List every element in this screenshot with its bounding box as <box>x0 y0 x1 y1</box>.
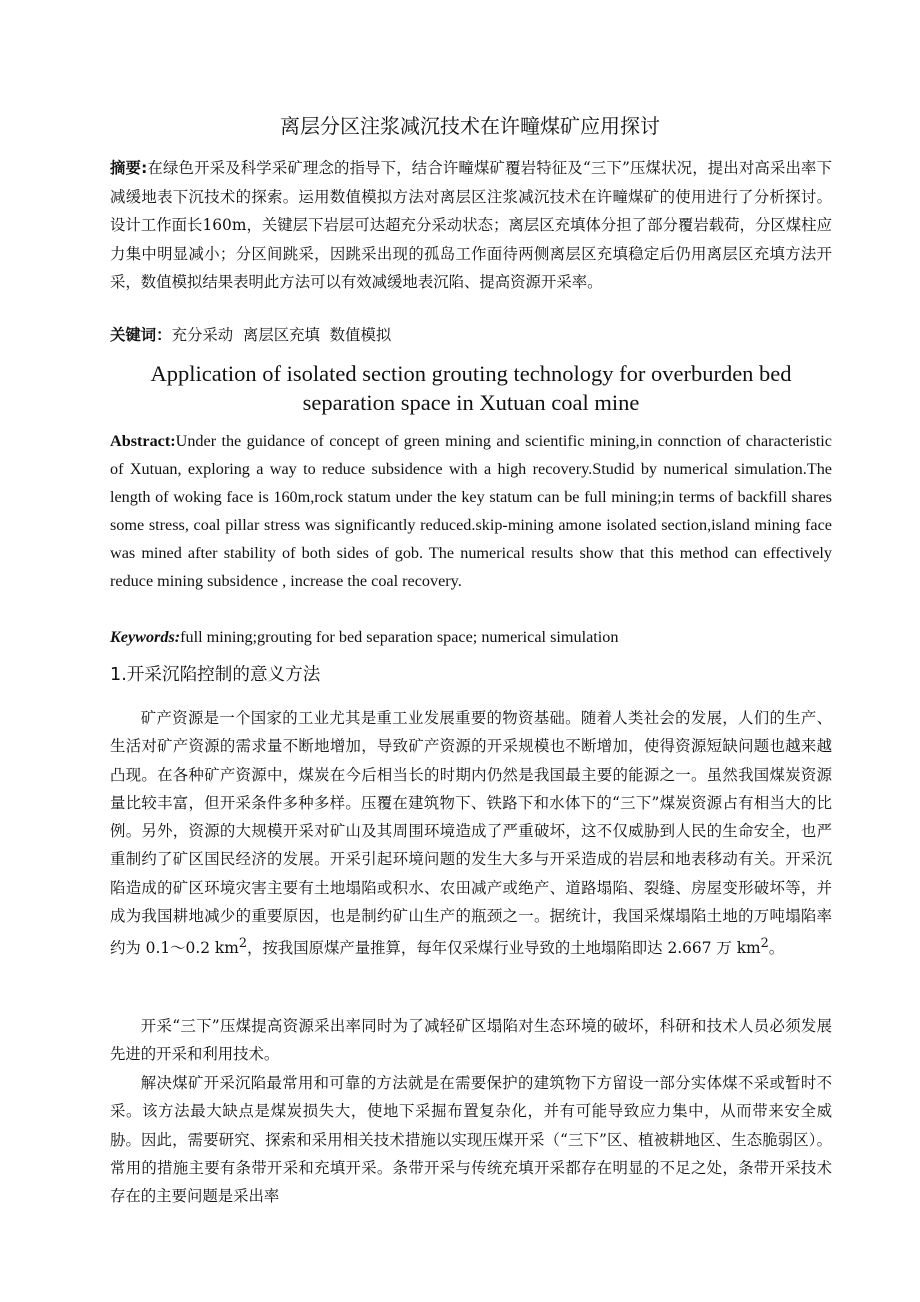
chinese-abstract-text: 在绿色开采及科学采矿理念的指导下，结合许疃煤矿覆岩特征及“三下”压煤状况，提出对高采出率下减缓地表下沉技术的探索。运用数值模拟方法对离层区注浆减沉技术在许疃煤矿的使用进行了分析探讨。设计工作面长160m，关键层下岩层可达超充分采动状态；离层区充填体分担了部分覆岩载荷，分区煤柱应力集中明显减小；分区间跳采，因跳采出现的孤岛工作面待两侧离层区充填稳定后仍用离层区充填方法开采，数值模拟结果表明此方法可以有效减缓地表沉陷、提高资源开采率。 <box>110 159 832 291</box>
chinese-abstract <box>110 154 832 297</box>
superscript-2: 2 <box>760 936 769 952</box>
paragraph-1-end: 。 <box>768 939 785 958</box>
chinese-keywords-label: 关键词： <box>110 326 172 344</box>
paragraph-1-text: 矿产资源是一个国家的工业尤其是重工业发展重要的物资基础。随着人类社会的发展，人们的生产、生活对矿产资源的需求量不断地增加，导致矿产资源的开采规模也不断增加，使得资源短缺问题也越来越凸现。在各种矿产资源中，煤炭在今后相当长的时期内仍然是我国最主要的能源之一。虽然我国煤炭资源量比较丰富，但开采条件多种多样。压覆在建筑物下、铁路下和水体下的“三下”煤炭资源占有相当大的比例。另外，资源的大规模开采对矿山及其周围环境造成了严重破坏，这不仅威胁到人民的生命安全，也严重制约了矿区国民经济的发展。开采引起环境问题的发生大多与开采造成的岩层和地表移动有关。开采沉陷造成的矿区环境灾害主要有土地塌陷或积水、农田减产或绝产、道路塌陷、裂缝、房屋变形破坏等，并成为我国耕地减少的重要原因，也是制约矿山生产的瓶颈之一。据统计，我国采煤塌陷土地的万吨塌陷率约为 0.1～0.2 km <box>110 709 832 958</box>
chinese-abstract-label: 摘要: <box>110 159 148 177</box>
english-keywords-label: Keywords: <box>110 628 181 646</box>
english-abstract-text: Under the guidance of concept of green mining and scientific mining,in connction of characteristic of Xutuan, exploring a way to reduce subsidence with a high recovery.Studid by numerical simulation.The length of woking face is 160m,rock statum under the key statum can be full mining;in terms of backfill shares some stress, coal pillar stress was significantly reduced.skip-mining amone isolated section,island mining face was mined after stability of both sides of gob. The numerical results show that this method can effectively reduce mining subsidence , increase the coal recovery. <box>110 432 832 591</box>
chinese-title: 离层分区注浆减沉技术在许疃煤矿应用探讨 <box>280 114 660 138</box>
chinese-keywords <box>110 321 832 349</box>
english-keywords <box>110 623 832 651</box>
section-1-heading: 1.开采沉陷控制的意义方法 <box>110 665 321 685</box>
body-paragraph-3: 解决煤矿开采沉陷最常用和可靠的方法就是在需要保护的建筑物下方留设一部分实体煤不采或暂时不采。该方法最大缺点是煤炭损失大，使地下采掘布置复杂化，并有可能导致应力集中，从而带来安全威胁。因此，需要研究、探索和采用相关技术措施以实现压煤开采（“三下”区、植被耕地区、生态脆弱区）。常用的措施主要有条带开采和充填开采。条带开采与传统充填开采都存在明显的不足之处，条带开采技术存在的主要问题是采出率 <box>110 1074 832 1206</box>
english-title: Application of isolated section grouting technology for overburden bed separation space in Xutuan coal mine <box>150 361 792 415</box>
english-abstract-label: Abstract: <box>110 432 176 450</box>
superscript-2: 2 <box>238 936 248 952</box>
english-abstract <box>110 427 832 596</box>
english-keywords-text: full mining;grouting for bed separation space; numerical simulation <box>180 628 619 646</box>
body-paragraph-2: 开采“三下”压煤提高资源采出率同时为了减轻矿区塌陷对生态环境的破坏，科研和技术人员必须发展先进的开采和利用技术。 <box>110 1017 832 1064</box>
paragraph-1-middle: ，按我国原煤产量推算，每年仅采煤行业导致的土地塌陷即达 2.667 万 km <box>247 939 761 958</box>
chinese-keywords-text: 充分采动 离层区充填 数值模拟 <box>171 326 392 344</box>
body-paragraph-1 <box>110 704 832 963</box>
